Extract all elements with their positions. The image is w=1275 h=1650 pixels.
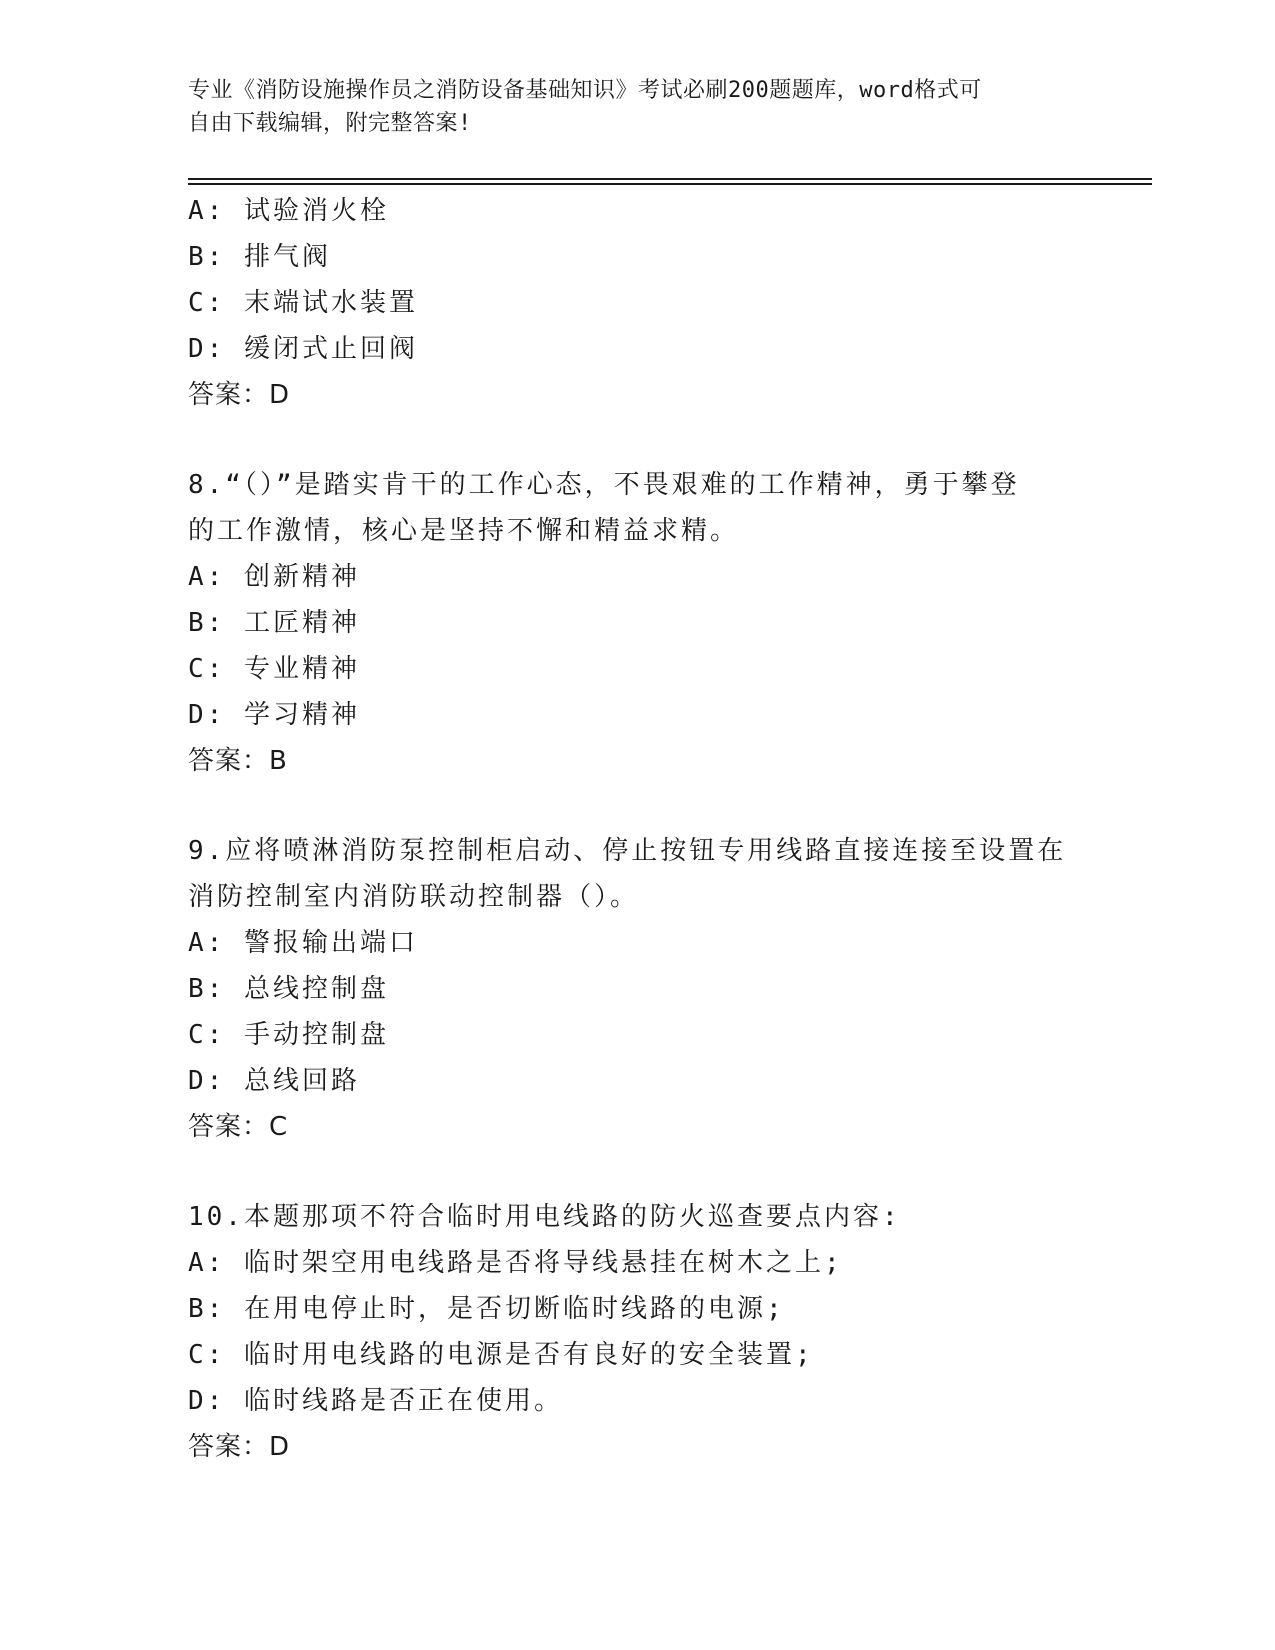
q9-option-a: A: 警报输出端口	[188, 928, 418, 958]
q9-option-d: D: 总线回路	[188, 1066, 360, 1096]
document-header	[188, 74, 1068, 140]
q10-answer: 答案：D	[188, 1432, 291, 1462]
q10-option-c: C: 临时用电线路的电源是否有良好的安全装置;	[188, 1340, 814, 1370]
q10-option-a: A: 临时架空用电线路是否将导线悬挂在树木之上;	[188, 1248, 843, 1278]
q7-option-a: A: 试验消火栓	[188, 196, 389, 226]
question-10-block	[188, 1194, 1088, 1470]
q10-option-d: D: 临时线路是否正在使用。	[188, 1386, 563, 1416]
q8-option-d: D: 学习精神	[188, 700, 360, 730]
q8-option-b: B: 工匠精神	[188, 608, 360, 638]
q8-option-c: C: 专业精神	[188, 654, 360, 684]
q7-answer: 答案：D	[188, 380, 291, 410]
q8-option-a: A: 创新精神	[188, 562, 360, 592]
q10-stem-line-1: 10.本题那项不符合临时用电线路的防火巡查要点内容:	[188, 1202, 901, 1232]
q9-answer: 答案：C	[188, 1112, 289, 1142]
question-7-block	[188, 188, 1088, 418]
q8-stem-line-2: 的工作激情，核心是坚持不懈和精益求精。	[188, 516, 740, 546]
header-line-1: 专业《消防设施操作员之消防设备基础知识》考试必刷200题题库，word格式可	[188, 78, 982, 103]
q10-option-b: B: 在用电停止时，是否切断临时线路的电源;	[188, 1294, 785, 1324]
header-divider-top	[188, 178, 1152, 180]
q7-option-d: D: 缓闭式止回阀	[188, 334, 418, 364]
question-list	[188, 188, 1088, 1470]
q7-option-c: C: 末端试水装置	[188, 288, 418, 318]
q9-stem-line-1: 9.应将喷淋消防泵控制柜启动、停止按钮专用线路直接连接至设置在	[188, 836, 1067, 866]
question-8-block	[188, 462, 1088, 784]
q9-stem-line-2: 消防控制室内消防联动控制器（）。	[188, 882, 640, 912]
question-9-block	[188, 828, 1088, 1150]
header-divider-bottom	[188, 183, 1152, 185]
q9-option-c: C: 手动控制盘	[188, 1020, 389, 1050]
q8-stem-line-1: 8.“（）”是踏实肯干的工作心态，不畏艰难的工作精神，勇于攀登	[188, 470, 1020, 500]
q8-answer: 答案：B	[188, 746, 288, 776]
q9-option-b: B: 总线控制盘	[188, 974, 389, 1004]
spacer	[188, 784, 1088, 828]
spacer	[188, 418, 1088, 462]
spacer	[188, 1150, 1088, 1194]
q7-option-b: B: 排气阀	[188, 242, 331, 272]
header-line-2: 自由下载编辑，附完整答案!	[188, 111, 472, 136]
